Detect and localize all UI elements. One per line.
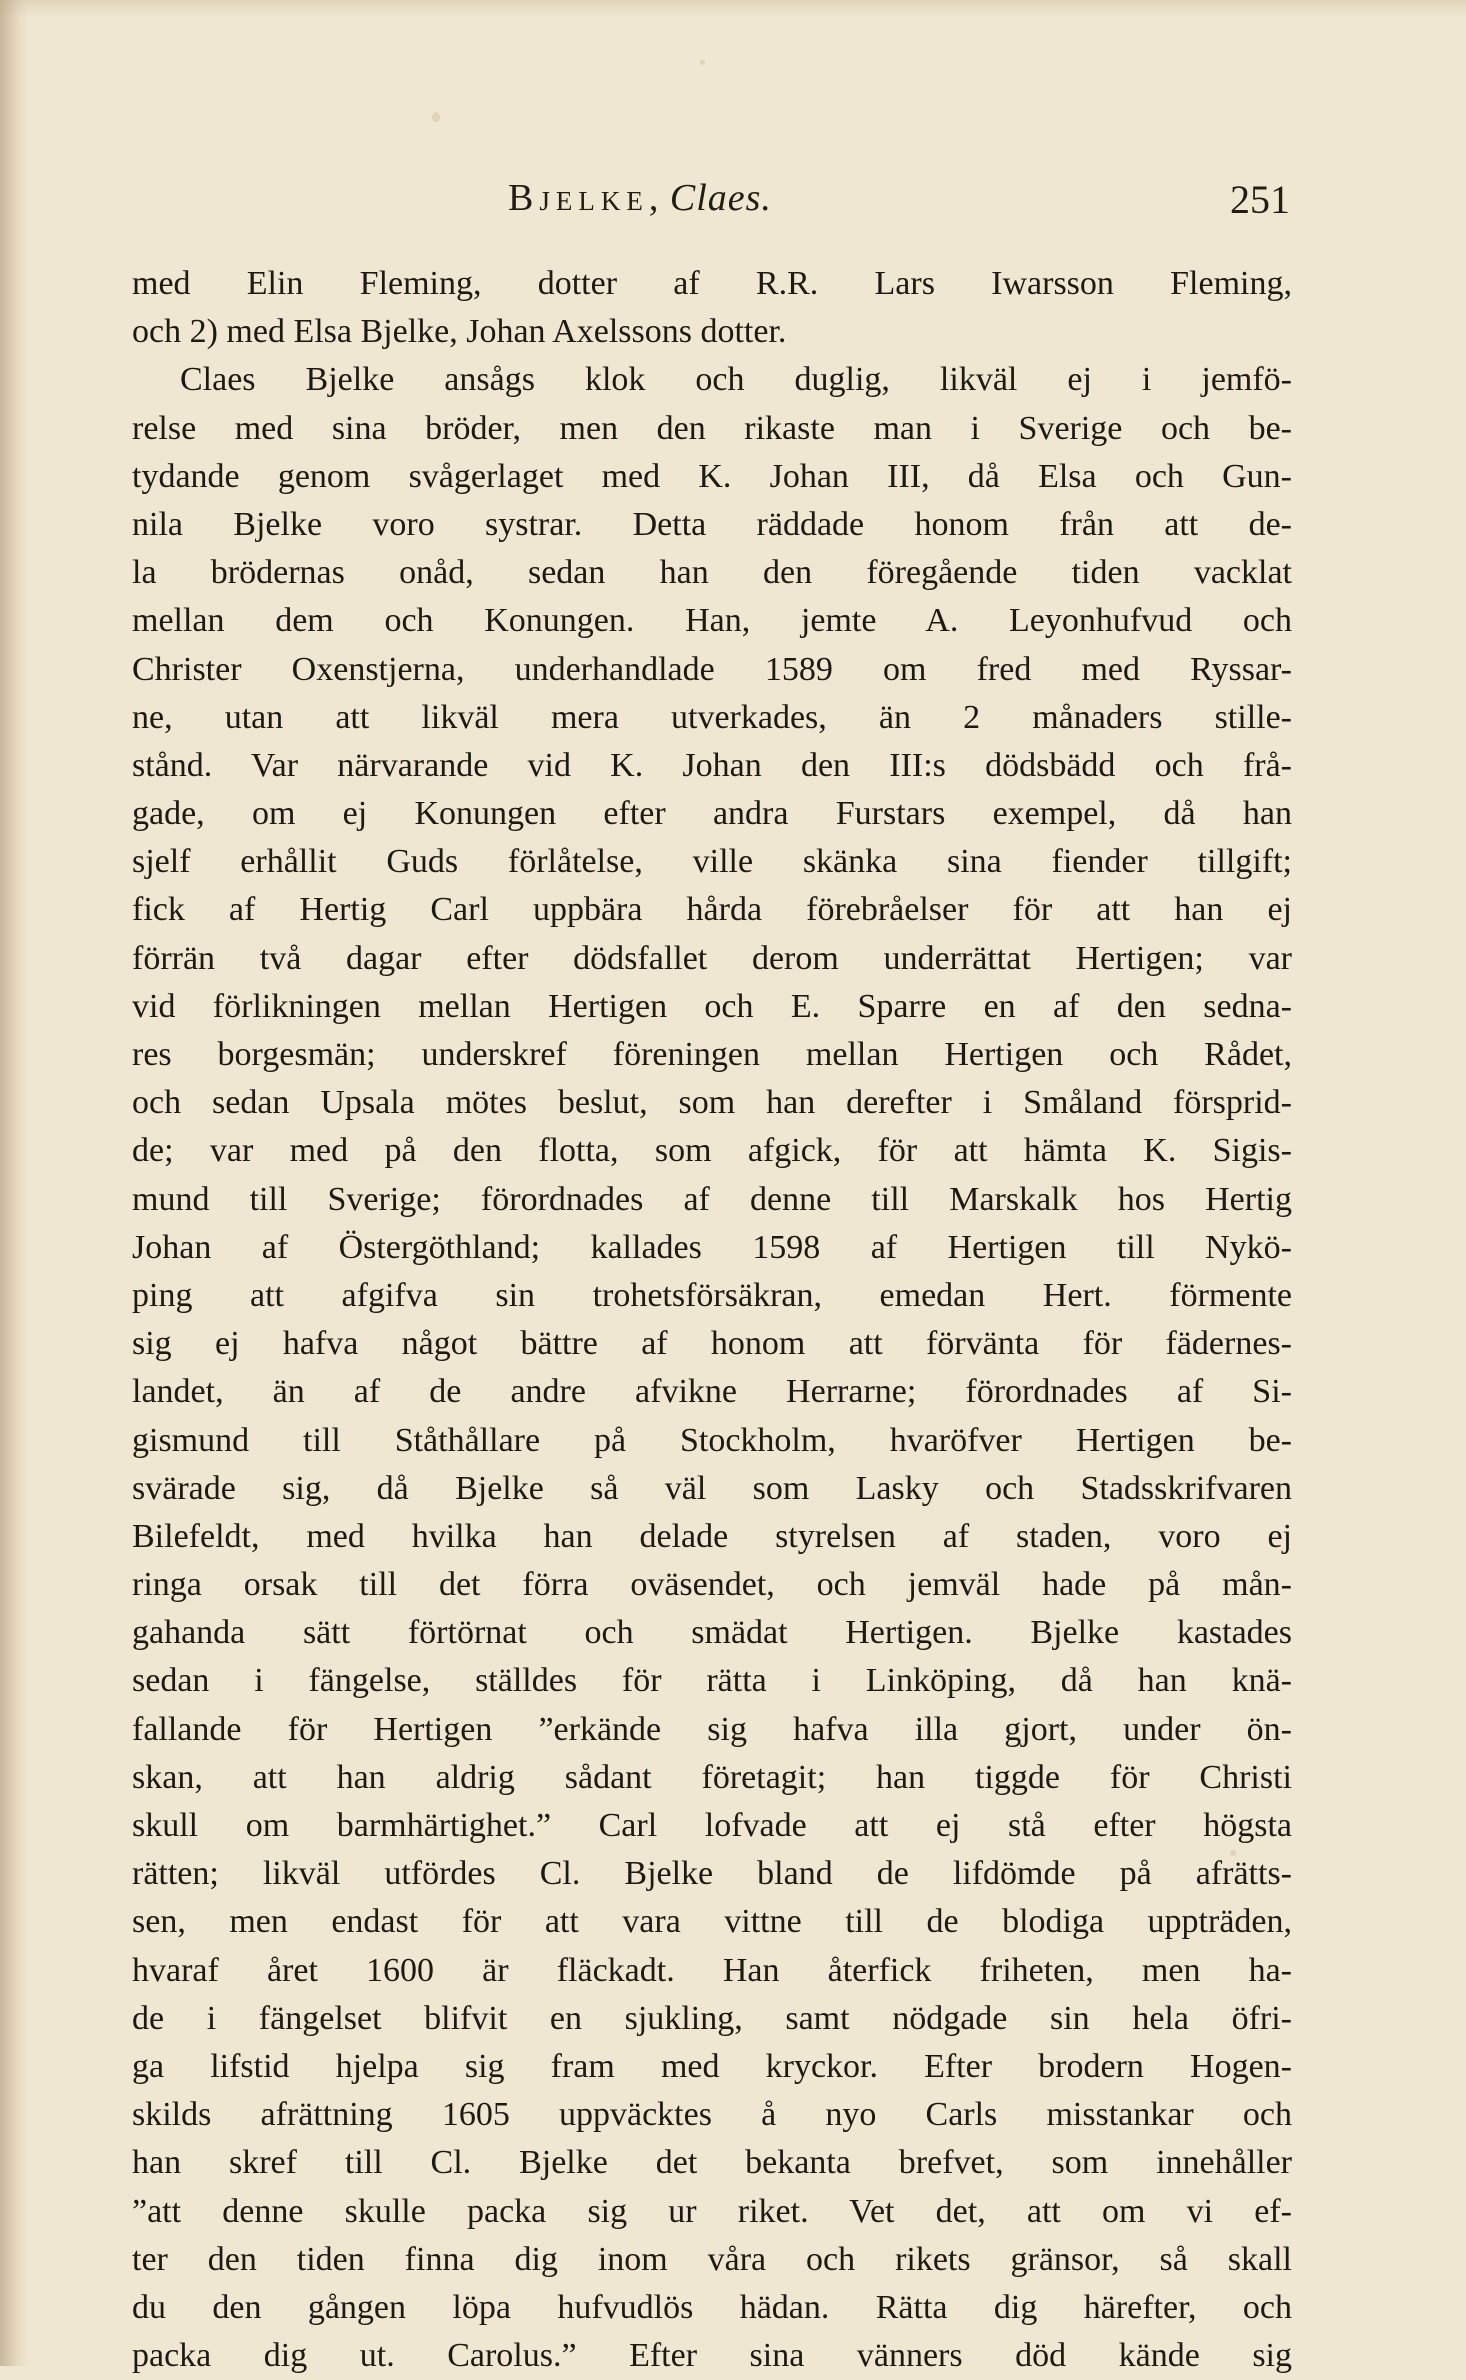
text-line: fallande för Hertigen ”erkände sig hafva illa gjort, under ön- — [132, 1710, 1292, 1748]
text-line: ne, utan att likväl mera utverkades, än 2 månaders stille- — [132, 698, 1292, 736]
text-line: ga lifstid hjelpa sig fram med kryckor. Efter brodern Hogen- — [132, 2047, 1292, 2085]
text-line: gismund till Ståthållare på Stockholm, hvaröfver Hertigen be- — [132, 1421, 1292, 1459]
running-head-separator: , — [648, 177, 660, 219]
body-text — [132, 260, 1292, 2380]
text-line: stånd. Var närvarande vid K. Johan den III:s dödsbädd och frå- — [132, 746, 1292, 784]
page-number: 251 — [1230, 177, 1290, 222]
running-head — [130, 176, 1290, 236]
text-line: de i fängelset blifvit en sjukling, samt nödgade sin hela öfri- — [132, 1999, 1292, 2037]
text-line: la brödernas onåd, sedan han den föregående tiden vacklat — [132, 554, 1292, 592]
text-line: han skref till Cl. Bjelke det bekanta brefvet, som innehåller — [132, 2144, 1292, 2182]
text-line: Christer Oxenstjerna, underhandlade 1589 om fred med Ryssar- — [132, 650, 1292, 688]
text-line: sjelf erhållit Guds förlåtelse, ville skänka sina fiender tillgift; — [132, 843, 1292, 881]
text-line: vid förlikningen mellan Hertigen och E. Sparre en af den sedna- — [132, 987, 1292, 1025]
paper-spot — [700, 60, 705, 65]
text-line: sen, men endast för att vara vittne till de blodiga uppträden, — [132, 1903, 1292, 1941]
text-line: sig ej hafva något bättre af honom att förvänta för fädernes- — [132, 1325, 1292, 1363]
text-line: ping att afgifva sin trohetsförsäkran, emedan Hert. förmente — [132, 1276, 1292, 1314]
text-line: Claes Bjelke ansågs klok och duglig, likväl ej i jemfö- — [180, 361, 1292, 399]
text-line: gahanda sätt förtörnat och smädat Hertigen. Bjelke kastades — [132, 1614, 1292, 1652]
running-head-title — [508, 176, 772, 220]
text-line: skan, att han aldrig sådant företagit; han tiggde för Christi — [132, 1758, 1292, 1796]
page-edge — [0, 0, 28, 2366]
text-line: Bilefeldt, med hvilka han delade styrelsen af staden, voro ej — [132, 1517, 1292, 1555]
text-line: med Elin Fleming, dotter af R.R. Lars Iwarsson Fleming, — [132, 265, 1292, 302]
text-line: nila Bjelke voro systrar. Detta räddade honom från att de- — [132, 505, 1292, 543]
text-line: ”att denne skulle packa sig ur riket. Vet det, att om vi ef- — [132, 2192, 1292, 2230]
text-line: relse med sina bröder, men den rikaste man i Sverige och be- — [132, 409, 1292, 447]
text-line: svärade sig, då Bjelke så väl som Lasky och Stadsskrifvaren — [132, 1469, 1292, 1507]
text-line: landet, än af de andre afvikne Herrarne; förordnades af Si- — [132, 1373, 1292, 1411]
text-line: och 2) med Elsa Bjelke, Johan Axelssons dotter. — [132, 313, 787, 351]
text-line: du den gången löpa hufvudlös hädan. Rätta dig härefter, och — [132, 2288, 1292, 2326]
text-line: de; var med på den flotta, som afgick, för att hämta K. Sigis- — [132, 1132, 1292, 1170]
text-line: ter den tiden finna dig inom våra och rikets gränsor, så skall — [132, 2240, 1292, 2278]
text-line: skilds afrättning 1605 uppväcktes å nyo Carls misstankar och — [132, 2096, 1292, 2134]
text-line: ringa orsak till det förra oväsendet, och jemväl hade på mån- — [132, 1566, 1292, 1604]
paper-spot — [432, 112, 440, 122]
text-line: res borgesmän; underskref föreningen mellan Hertigen och Rådet, — [132, 1036, 1292, 1073]
text-line: fick af Hertig Carl uppbära hårda förebråelser för att han ej — [132, 891, 1292, 929]
text-line: hvaraf året 1600 är fläckadt. Han återfick friheten, men ha- — [132, 1951, 1292, 1989]
text-line: och sedan Upsala mötes beslut, som han derefter i Småland försprid- — [132, 1084, 1292, 1122]
text-line: sedan i fängelse, ställdes för rätta i Linköping, då han knä- — [132, 1662, 1292, 1700]
text-line: mellan dem och Konungen. Han, jemte A. Leyonhufvud och — [132, 602, 1292, 640]
text-line: gade, om ej Konungen efter andra Furstars exempel, då han — [132, 795, 1292, 833]
text-line: förrän två dagar efter dödsfallet derom underrättat Hertigen; var — [132, 939, 1292, 977]
page-shadow — [0, 0, 1466, 18]
running-head-surname: Bjelke — [508, 177, 649, 219]
text-line: mund till Sverige; förordnades af denne till Marskalk hos Hertig — [132, 1180, 1292, 1218]
text-line: tydande genom svågerlaget med K. Johan III, då Elsa och Gun- — [132, 457, 1292, 495]
text-line: Johan af Östergöthland; kallades 1598 af Hertigen till Nykö- — [132, 1228, 1292, 1266]
running-head-given-name: Claes. — [669, 177, 772, 219]
text-line: rätten; likväl utfördes Cl. Bjelke bland de lifdömde på afrätts- — [132, 1855, 1292, 1893]
text-line: packa dig ut. Carolus.” Efter sina vänners död kände sig — [132, 2337, 1292, 2375]
text-line: skull om barmhärtighet.” Carl lofvade att ej stå efter högsta — [132, 1807, 1292, 1844]
